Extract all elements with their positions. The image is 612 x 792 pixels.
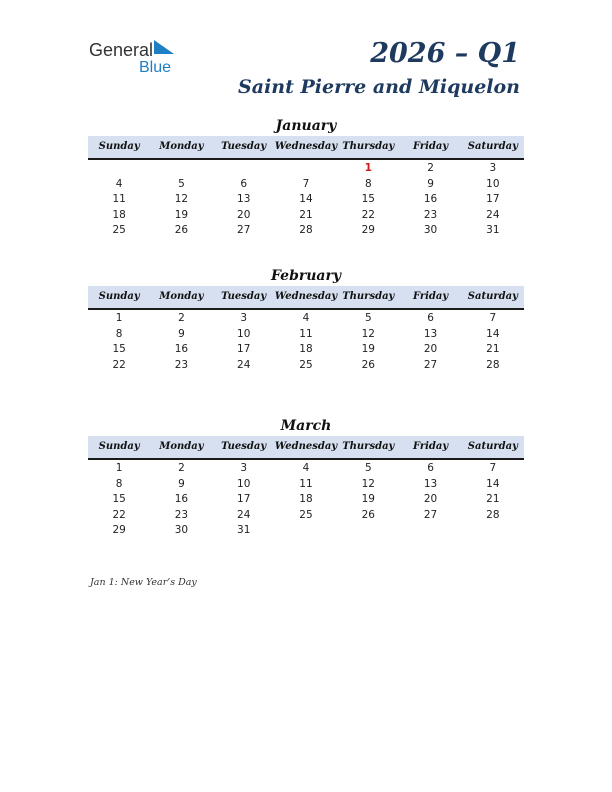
weekday-label: Sunday [98, 441, 140, 452]
day-cell: 19 [361, 343, 375, 355]
day-cell: 1 [115, 462, 123, 474]
day-cell: 9 [178, 477, 185, 490]
day-cell: 25 [299, 508, 313, 521]
day-cell: 23 [423, 208, 438, 221]
week-row [88, 342, 524, 358]
day-cell: 8 [115, 477, 123, 490]
week-row [88, 508, 524, 524]
day-cell: 14 [299, 193, 313, 205]
month-title: January [275, 118, 337, 134]
day-cell: 27 [237, 224, 251, 236]
day-cell: 17 [486, 193, 500, 205]
weekday-label: Saturday [467, 291, 518, 302]
day-cell: 23 [174, 358, 189, 371]
day-cell: 13 [423, 477, 438, 490]
day-cell: 15 [112, 493, 126, 505]
day-cell: 3 [240, 462, 248, 474]
page-title: 2026 – Q1 [370, 38, 520, 69]
weekday-label: Sunday [98, 141, 140, 152]
day-cell: 11 [299, 477, 313, 490]
empty-day-cell [213, 161, 275, 177]
day-cell: 14 [486, 327, 500, 340]
month-title: March [280, 418, 332, 434]
day-cell: 8 [364, 177, 372, 190]
weekday-label: Monday [159, 441, 204, 452]
day-cell: 26 [361, 358, 375, 371]
day-cell: 20 [423, 343, 438, 355]
day-cell: 18 [112, 208, 126, 221]
day-cell: 9 [427, 177, 434, 190]
week-row [88, 461, 524, 477]
day-cell: 23 [174, 508, 189, 521]
weekday-header [88, 136, 524, 160]
day-cell: 21 [299, 208, 313, 221]
day-cell: 4 [302, 462, 310, 474]
day-cell: 24 [486, 208, 500, 221]
month-weeks [88, 310, 524, 373]
week-row [88, 327, 524, 343]
day-cell: 7 [302, 177, 310, 190]
day-cell: 12 [174, 193, 189, 205]
week-row [88, 161, 524, 177]
empty-day-cell [275, 523, 337, 539]
week-row [88, 208, 524, 224]
day-cell: 10 [486, 177, 500, 190]
empty-day-cell [150, 161, 212, 177]
weekday-label: Monday [159, 141, 204, 152]
day-cell: 12 [361, 327, 375, 340]
day-cell: 29 [112, 524, 126, 536]
day-cell: 8 [115, 327, 123, 340]
month-weeks [88, 460, 524, 539]
day-cell: 1 [115, 312, 123, 324]
empty-day-cell [462, 523, 524, 539]
week-row [88, 358, 524, 374]
day-cell: 30 [174, 524, 189, 536]
holiday-note: Jan 1: New Year’s Day [90, 577, 197, 588]
day-cell: 25 [112, 224, 126, 236]
day-cell: 5 [178, 177, 185, 190]
day-cell: 15 [361, 193, 375, 205]
day-cell: 6 [427, 462, 434, 474]
day-cell: 14 [486, 477, 500, 490]
day-cell: 3 [489, 162, 497, 174]
page-subtitle: Saint Pierre and Miquelon [238, 76, 520, 98]
weekday-label: Tuesday [221, 141, 267, 152]
day-cell: 19 [174, 208, 189, 221]
day-cell: 13 [423, 327, 438, 340]
empty-day-cell [337, 523, 399, 539]
day-cell: 12 [361, 477, 375, 490]
day-cell: 11 [112, 193, 126, 205]
weekday-label: Monday [159, 291, 204, 302]
week-row [88, 492, 524, 508]
day-cell: 11 [299, 327, 313, 340]
day-cell: 20 [237, 208, 251, 221]
day-cell: 5 [364, 312, 372, 324]
weekday-label: Tuesday [221, 441, 267, 452]
weekday-label: Friday [412, 291, 449, 302]
day-cell: 30 [423, 224, 438, 236]
month-title: February [270, 268, 341, 284]
day-cell: 16 [174, 493, 189, 505]
day-cell: 18 [299, 343, 313, 355]
day-cell: 19 [361, 493, 375, 505]
day-cell: 9 [178, 327, 185, 340]
week-row [88, 477, 524, 493]
weekday-header [88, 286, 524, 310]
day-cell: 27 [423, 358, 438, 371]
day-cell: 20 [423, 493, 438, 505]
logo-triangle-icon [154, 40, 174, 54]
day-cell: 18 [299, 493, 313, 505]
weekday-label: Friday [412, 441, 449, 452]
empty-day-cell [275, 161, 337, 177]
weekday-label: Wednesday [274, 441, 338, 452]
weekday-label: Saturday [467, 441, 518, 452]
week-row [88, 192, 524, 208]
generalblue-logo [89, 40, 174, 76]
empty-day-cell [88, 161, 150, 177]
month-weeks [88, 160, 524, 239]
weekday-label: Thursday [342, 291, 395, 302]
day-cell: 15 [112, 343, 126, 355]
day-cell: 2 [427, 162, 434, 174]
day-cell: 13 [237, 193, 251, 205]
day-cell: 24 [237, 358, 251, 371]
weekday-label: Saturday [467, 141, 518, 152]
week-row [88, 223, 524, 239]
day-cell: 2 [178, 312, 185, 324]
day-cell: 28 [486, 508, 500, 521]
weekday-label: Sunday [98, 291, 140, 302]
day-cell: 21 [486, 343, 500, 355]
day-cell: 5 [364, 462, 372, 474]
day-cell: 16 [174, 343, 189, 355]
day-cell: 3 [240, 312, 248, 324]
day-cell: 17 [237, 493, 251, 505]
day-cell: 17 [237, 343, 251, 355]
day-cell: 7 [489, 462, 497, 474]
month-calendar-february [88, 266, 524, 373]
day-cell: 27 [423, 508, 438, 521]
day-cell: 16 [423, 193, 438, 205]
day-cell: 28 [299, 224, 313, 236]
day-cell: 2 [178, 462, 185, 474]
weekday-label: Friday [412, 141, 449, 152]
day-cell: 22 [361, 208, 375, 221]
weekday-label: Thursday [342, 441, 395, 452]
day-cell: 29 [361, 224, 375, 236]
day-cell: 31 [486, 224, 500, 236]
day-cell: 10 [237, 477, 251, 490]
logo-blue-text: Blue [139, 59, 172, 76]
day-cell: 7 [489, 312, 497, 324]
day-cell: 22 [112, 358, 126, 371]
weekday-label: Thursday [342, 141, 395, 152]
week-row [88, 177, 524, 193]
day-cell: 6 [427, 312, 434, 324]
day-cell: 21 [486, 493, 500, 505]
day-cell: 6 [240, 177, 248, 190]
day-cell: 24 [237, 508, 251, 521]
day-cell: 4 [115, 177, 123, 190]
day-cell: 10 [237, 327, 251, 340]
weekday-label: Wednesday [274, 141, 338, 152]
empty-day-cell [399, 523, 461, 539]
day-cell: 31 [237, 524, 251, 536]
weekday-label: Tuesday [221, 291, 267, 302]
day-cell: 28 [486, 358, 500, 371]
day-cell: 4 [302, 312, 310, 324]
day-cell: 26 [361, 508, 375, 521]
day-cell: 22 [112, 508, 126, 521]
week-row [88, 311, 524, 327]
day-cell: 25 [299, 358, 313, 371]
day-cell: 26 [174, 224, 189, 236]
week-row [88, 523, 524, 539]
month-calendar-march [88, 416, 524, 539]
day-cell: 1 [364, 162, 372, 174]
weekday-label: Wednesday [274, 291, 338, 302]
weekday-header [88, 436, 524, 460]
logo-general-text: General [89, 40, 154, 60]
month-calendar-january [88, 116, 524, 239]
